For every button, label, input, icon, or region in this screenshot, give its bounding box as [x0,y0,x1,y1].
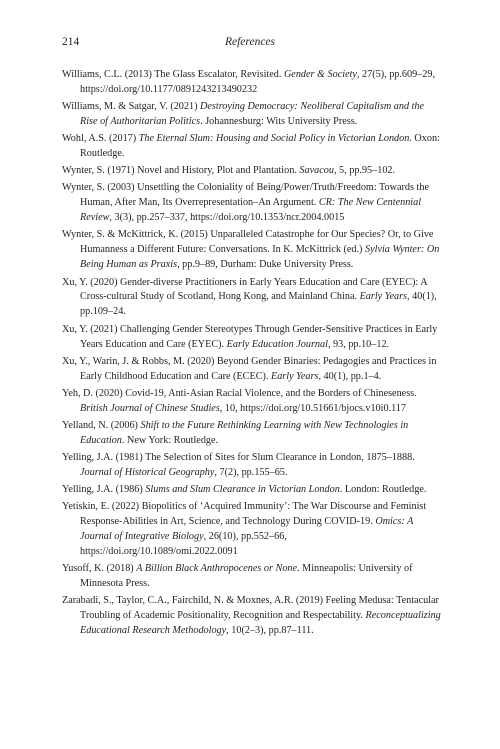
reference-text: Yelling, J.A. (1981) The Selection of Sites for Slum Clearance in London, 1875–1888. [62,451,415,463]
reference-text: . Johannesburg: Wits University Press. [200,116,358,128]
reference-text: , 3(3), pp.257–337, https://doi.org/10.1353/ncr.2004.0015 [109,212,345,224]
reference-entry [62,323,441,353]
reference-italic-title: Early Years [270,370,319,382]
reference-entry [62,164,441,179]
reference-entry [62,451,441,481]
reference-text: , 93, pp.10–12. [327,338,390,350]
reference-text: Xu, Y., Warin, J. & Robbs, M. (2020) Beyond Gender Binaries: Pedagogies and Practices in Early Childhood Education and Care (ECEC). [62,355,437,382]
reference-italic-title: Destroying Democracy: Neoliberal Capitalism and the Rise of Authoritarian Politics [80,101,425,128]
reference-text: , 10(2–3), pp.87–111. [226,625,314,637]
reference-text: , 26(10), pp.552–66, https://doi.org/10.1089/omi.2022.0091 [80,531,287,558]
reference-text: , pp.9–89, Durham: Duke University Press. [177,259,354,271]
reference-text: , 7(2), pp.155–65. [214,466,288,478]
reference-text: Wynter, S. (2003) Unsettling the Coloniality of Being/Power/Truth/Freedom: Towards the Human, After Man, Its Overrepresentation–An Argument. [62,182,429,209]
page-number: 214 [62,36,80,48]
reference-text: Xu, Y. (2020) Gender-diverse Practitioners in Early Years Education and Care (EYEC): A Cross-cultural Study of Scotland, Hong Kong, and Mainland China. [62,276,428,303]
reference-text: Wynter, S. & McKittrick, K. (2015) Unparalleled Catastrophe for Our Species? Or, to Give Humanness a Different Future: Conversations. In K. McKittrick (ed.) [62,229,434,256]
reference-italic-title: Slums and Slum Clearance in Victorian London [145,484,340,496]
reference-text: Williams, C.L. (2013) The Glass Escalator, Revisited. [62,69,284,80]
reference-entry [62,387,441,417]
reference-text: Zarabadi, S., Taylor, C.A., Fairchild, N. & Moxnes, A.R. (2019) Feeling Medusa: Tentacular Troubling of Academic Positionality, Recognition and Respectability. [62,595,439,622]
reference-italic-title: Shift to the Future Rethinking Learning with New Technologies in Education [80,419,409,446]
reference-italic-title: Omics: A Journal of Integrative Biology [80,516,414,543]
reference-text: Xu, Y. (2021) Challenging Gender Stereotypes Through Gender-Sensitive Practices in Early Years Education and Care (EYEC). [62,323,438,350]
reference-text: Wohl, A.S. (2017) [62,133,139,145]
reference-text: , 40(1), pp.109–24. [80,291,437,318]
reference-italic-title: Reconceptualizing Educational Research Methodology [80,610,441,637]
reference-entry [62,355,441,385]
reference-entry [62,562,441,592]
reference-italic-title: CR: The New Centennial Review [80,197,422,224]
reference-text: Yetiskin, E. (2022) Biopolitics of ‘Acquired Immunity’: The War Discourse and Feminist Response-Abilities in Art, Science, and Technology During COVID-19. [62,501,427,528]
reference-entry [62,228,441,273]
reference-entry [62,276,441,321]
reference-text: Yeh, D. (2020) Covid-19, Anti-Asian Racial Violence, and the Borders of Chineseness. [62,387,417,399]
reference-text: Yelling, J.A. (1986) [62,484,146,496]
reference-text: , 5, pp.95–102. [333,165,396,177]
reference-text: . New York: Routledge. [121,434,219,446]
reference-italic-title: The Eternal Slum: Housing and Social Policy in Victorian London [138,133,410,145]
reference-text: , 10, https://doi.org/10.51661/bjocs.v10i0.117 [219,402,407,414]
reference-italic-title: Journal of Historical Geography [80,466,215,478]
reference-text: . London: Routledge. [339,484,427,496]
reference-entry [62,483,441,498]
reference-italic-title: Gender & Society [283,69,357,80]
reference-text: , 40(1), pp.1–4. [318,370,382,382]
reference-text: Yelland, N. (2006) [62,419,141,431]
reference-list [62,68,441,641]
reference-entry [62,132,441,162]
reference-entry [62,181,441,226]
reference-text: Williams, M. & Satgar, V. (2021) [62,101,201,113]
reference-italic-title: Savacou [299,165,334,177]
reference-text: , 27(5), pp.609–29, https://doi.org/10.1177/0891243213490232 [80,69,436,95]
reference-entry [62,100,441,130]
reference-italic-title: Early Years [359,291,408,303]
reference-italic-title: Sylvia Wynter: On Being Human as Praxis [80,244,440,271]
reference-entry [62,419,441,449]
reference-entry [62,500,441,560]
reference-italic-title: British Journal of Chinese Studies [80,402,220,414]
reference-text: Wynter, S. (1971) Novel and History, Plot and Plantation. [62,165,300,177]
reference-italic-title: Early Education Journal [226,338,328,350]
header-title: References [224,36,275,48]
reference-text: . Oxon: Routledge. [80,133,440,160]
reference-entry [62,594,441,639]
reference-entry [62,68,441,98]
reference-italic-title: A Billion Black Anthropocenes or None [136,563,298,575]
running-head [62,34,438,50]
reference-text: Yusoff, K. (2018) [62,563,137,575]
reference-text: . Minneapolis: University of Minnesota Press. [80,563,413,590]
